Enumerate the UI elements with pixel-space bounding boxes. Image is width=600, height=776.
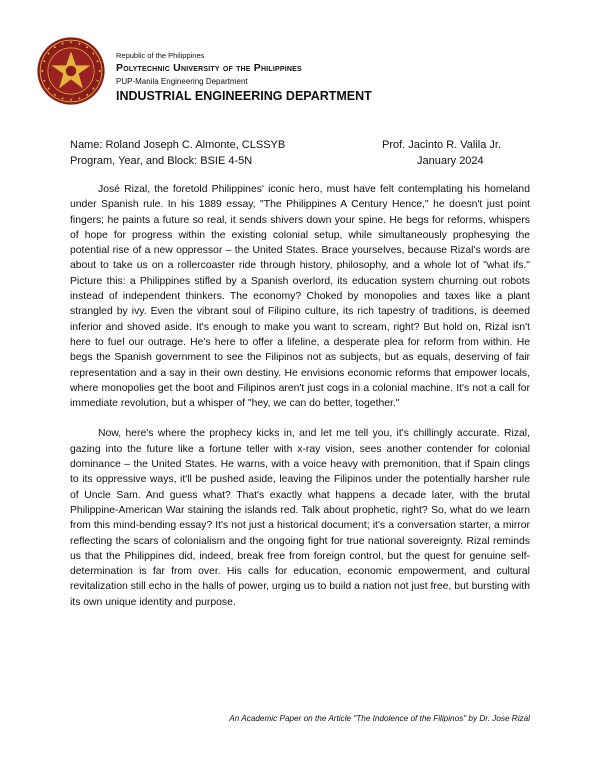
- info-row-name: [70, 137, 530, 153]
- submission-date: January 2024: [417, 155, 484, 167]
- info-row-program: [70, 153, 530, 169]
- letterhead: [116, 51, 536, 105]
- paragraph-2: Now, here's where the prophecy kicks in, and let me tell you, it's chillingly accurate. Rizal, gazing into the future like a fortune teller with x-ray vision, sees another contender for colonial dominance – the United States. He warns, with a voice heavy with premonition, that if Spain clings to its oppressive ways, it'll be pushed aside, leaving the Filipinos under the potentially harsher rule of Uncle Sam. And guess what? That's exactly what happens a decade later, with the brutal Philippine-American War staining the islands red. Talk about prophetic, right? So, what do we learn from this mind-bending essay? It's not just a historical document; it's a conversation starter, a mirror reflecting the scars of colonialism and the ongoing fight for true national sovereignty. Rizal reminds us that the Philippines did, indeed, break free from foreign control, but the quest for genuine self-determination is far from over. His calls for education, economic empowerment, and cultural revitalization still echo in the halls of power, urging us to build a nation not just free, but bursting with its own unique identity and purpose.: [70, 428, 530, 608]
- student-name: Name: Roland Joseph C. Almonte, CLSSYB: [70, 139, 286, 151]
- campus-label: PUP-Manila Engineering Department: [116, 77, 248, 86]
- program-block: Program, Year, and Block: BSIE 4-5N: [70, 155, 253, 167]
- republic-label: Republic of the Philippines: [116, 51, 205, 60]
- page-footer: An Academic Paper on the Article "The Indolence of the Filipinos" by Dr. Jose Rizal: [229, 714, 530, 723]
- university-name: Polytechnic University of the Philippines: [116, 62, 302, 74]
- department-name: INDUSTRIAL ENGINEERING DEPARTMENT: [116, 89, 372, 103]
- author-info: [70, 137, 530, 169]
- paragraph-1: José Rizal, the foretold Philippines' iconic hero, must have felt contemplating his homeland under Spanish rule. In his 1889 essay, "The Philippines A Century Hence," he doesn't just point fingers; he paints a future so real, it sends shivers down your spine. He begs for reforms, whispers of hope for progress within the existing colonial setup, while simultaneously prophesying the potential rise of a new oppressor – the United States. Brace yourselves, because Rizal's words are about to take us on a rollercoaster ride through history, philosophy, and a whole lot of "what ifs." Picture this: a Philippines stifled by a Spanish overlord, its education system churning out robots instead of independent thinkers. The economy? Choked by monopolies and taxes like a plant strangled by ivy. Even the vibrant soul of Filipino culture, its rich tapestry of traditions, is deemed inferior and shoved aside. It's enough to make you want to scream, right? But hold on, Rizal isn't here to fuel our outrage. He's here to offer a lifeline, a desperate plea for reform from within. He begs the Spanish government to see the Filipinos not as subjects, but as equals, deserving of fair representation and a say in their own destiny. He envisions economic reforms that empower locals, where monopolies get the boot and Filipinos aren't just cogs in a colonial machine. It's not a call for immediate revolution, but a whisper of "hey, we can do better, together.": [70, 184, 530, 410]
- pup-seal-icon: [36, 36, 106, 106]
- essay-body: [70, 182, 530, 625]
- professor-name: Prof. Jacinto R. Valila Jr.: [382, 139, 502, 151]
